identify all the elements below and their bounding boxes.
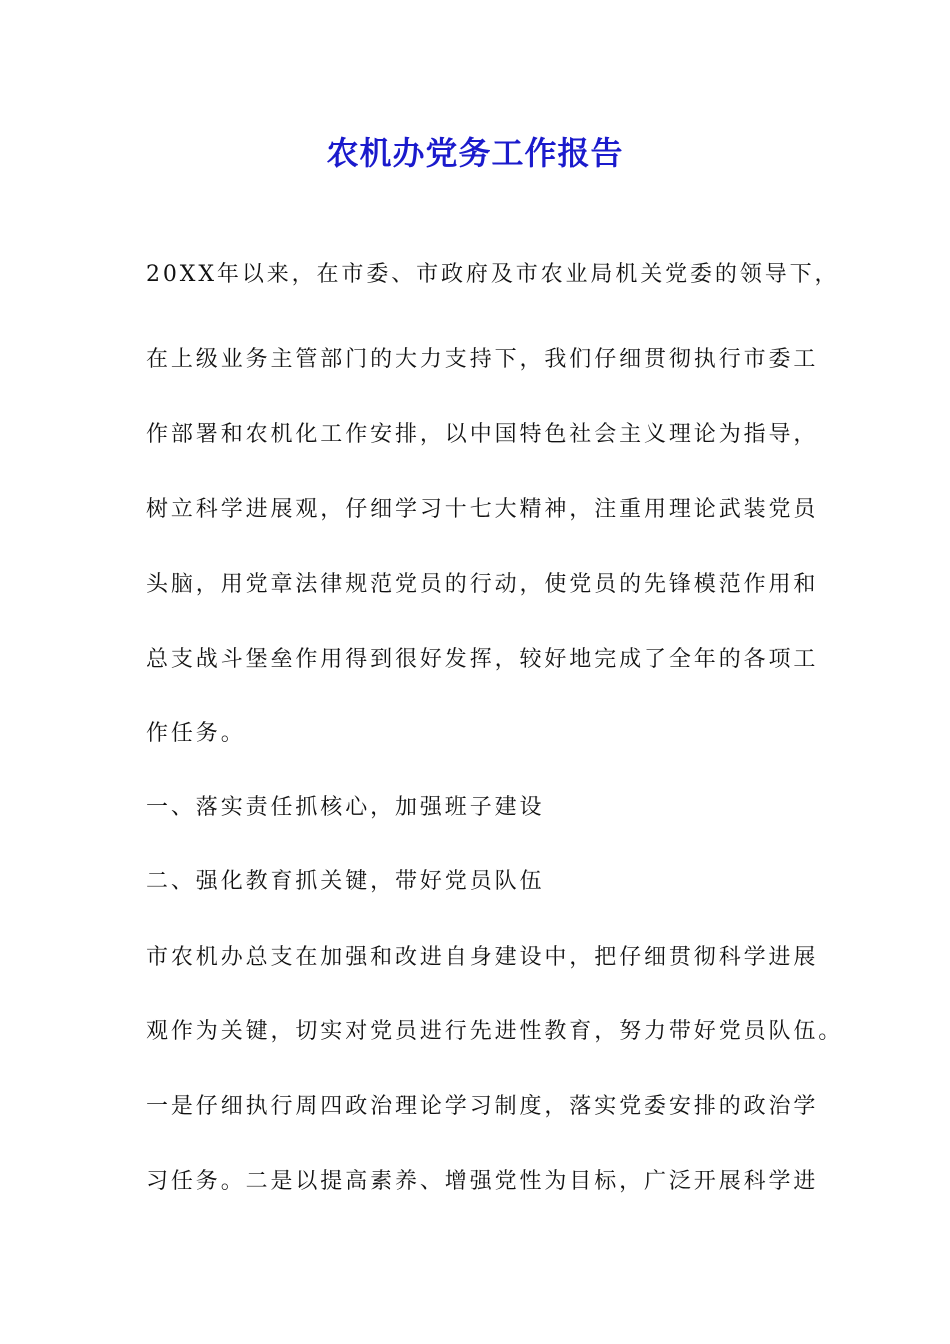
paragraph-line-1: 20XX年以来，在市委、市政府及市农业局机关党委的领导下， xyxy=(146,262,840,287)
paragraph-line-10: 一是仔细执行周四政治理论学习制度，落实党委安排的政治学 xyxy=(146,1094,819,1119)
section-heading-1: 一、落实责任抓核心，加强班子建设 xyxy=(146,795,545,820)
paragraph-line-6: 总支战斗堡垒作用得到很好发挥，较好地完成了全年的各项工 xyxy=(146,647,819,672)
section-heading-2: 二、强化教育抓关键，带好党员队伍 xyxy=(146,869,545,894)
paragraph-line-8: 市农机办总支在加强和改进自身建设中，把仔细贯彻科学进展 xyxy=(146,945,819,970)
document-title: 农机办党务工作报告 xyxy=(326,134,624,172)
paragraph-line-2: 在上级业务主管部门的大力支持下，我们仔细贯彻执行市委工 xyxy=(146,347,819,372)
paragraph-line-9: 观作为关键，切实对党员进行先进性教育，努力带好党员队伍。 xyxy=(146,1019,844,1044)
paragraph-line-4: 树立科学进展观，仔细学习十七大精神，注重用理论武装党员 xyxy=(146,497,819,522)
paragraph-line-11: 习任务。二是以提高素养、增强党性为目标，广泛开展科学进 xyxy=(146,1169,819,1194)
paragraph-line-5: 头脑，用党章法律规范党员的行动，使党员的先锋模范作用和 xyxy=(146,572,819,597)
paragraph-line-7: 作任务。 xyxy=(146,721,246,746)
paragraph-line-3: 作部署和农机化工作安排，以中国特色社会主义理论为指导， xyxy=(146,422,819,447)
